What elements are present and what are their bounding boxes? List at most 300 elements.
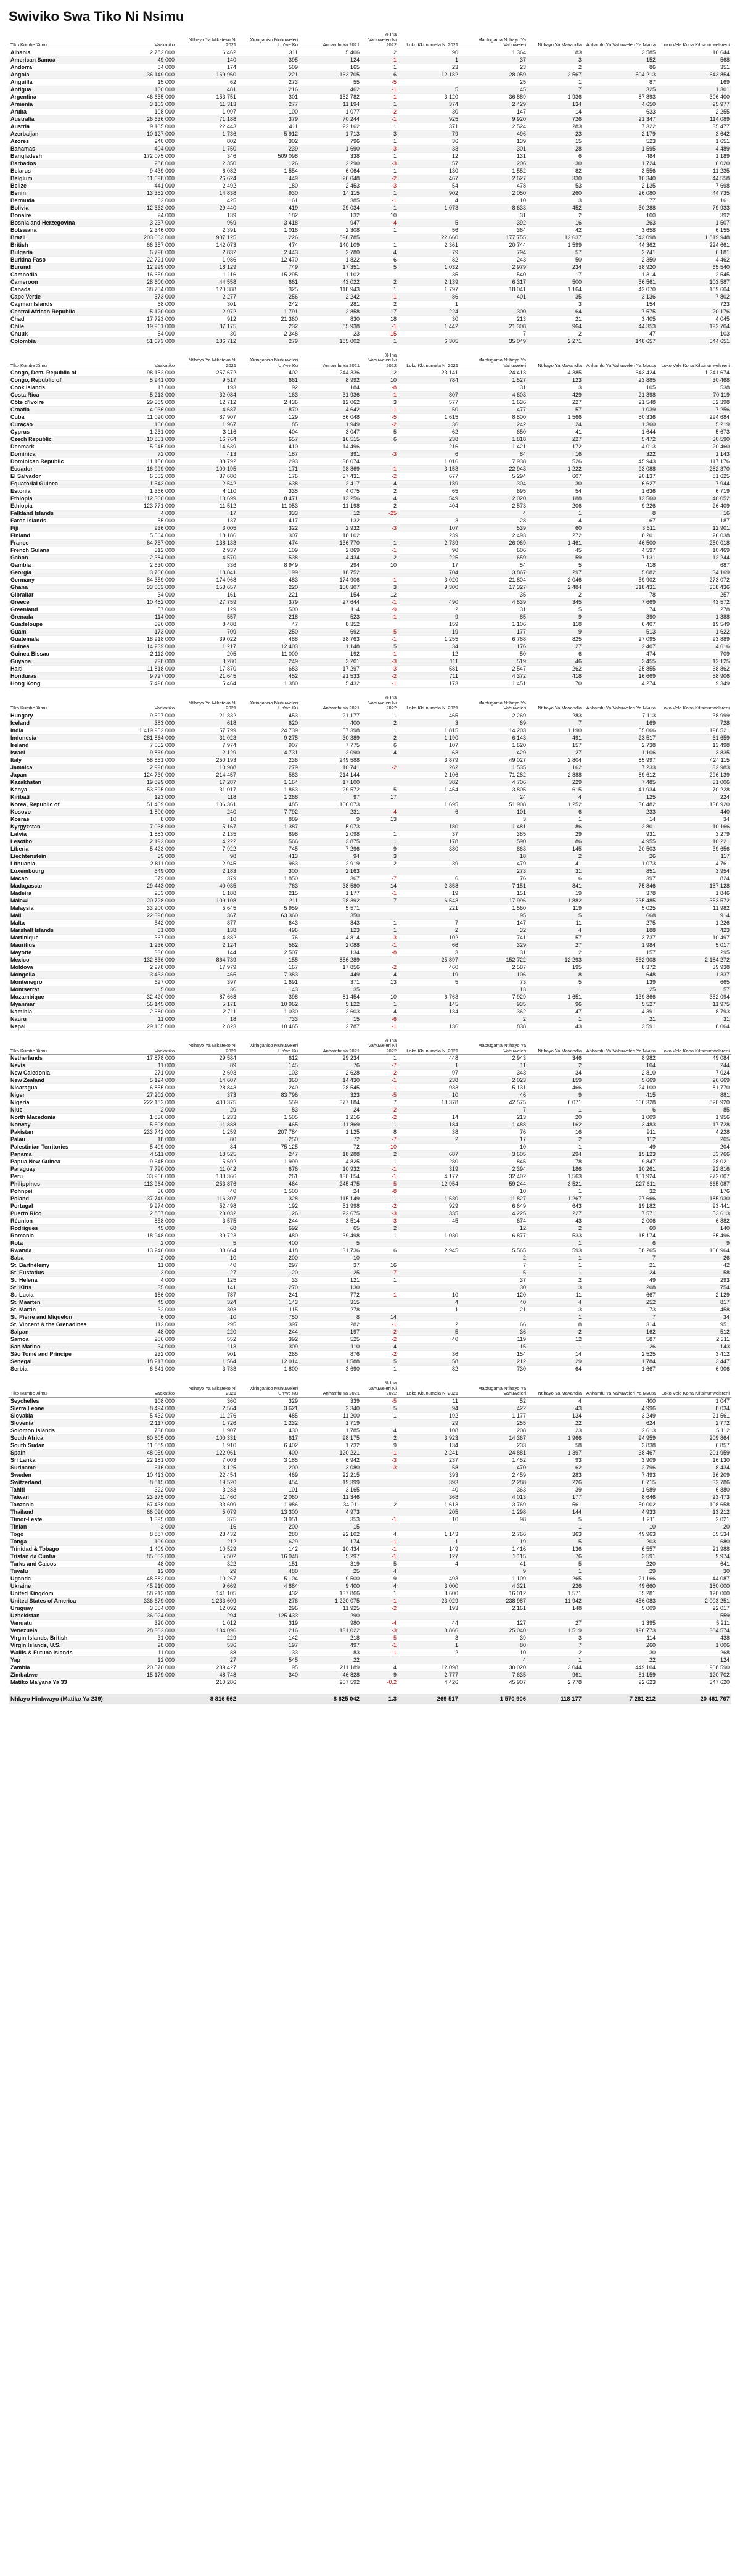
cell-peak-publishers: 303 [176,1307,238,1314]
table-row [9,1634,731,1641]
cell-baptized: 54 [398,182,460,189]
column-header-bible-studies: Anhamfu Ya Vahuweleri Ya Mvuta [583,353,657,369]
cell-pioneers: 54 [460,562,528,569]
cell-percent-increase: 2 [361,1151,398,1158]
table-row [9,1210,731,1218]
cell-average-publishers: 29 034 [300,204,361,212]
cell-territory-name: Luxembourg [9,867,115,875]
table-row [9,1247,731,1255]
cell-memorial-attendance: 665 [657,978,731,986]
cell-bible-studies: 2 613 [583,1427,657,1434]
cell-ratio: 221 [238,71,300,78]
table-row [9,1560,731,1567]
cell-territory-name: Belize [9,182,115,189]
cell-memorial-attendance: 12 125 [657,658,731,666]
cell-territory-name: Ireland [9,741,115,749]
cell-baptized: 1 454 [398,786,460,793]
column-header-average-publishers: Anhamfu Ya 2021 [300,1038,361,1055]
cell-peak-publishers: 346 [176,152,238,160]
cell-population: 58 213 000 [115,1590,176,1597]
cell-memorial-attendance: 4 616 [657,643,731,651]
cell-percent-increase: 3 [361,584,398,592]
table-row [9,1619,731,1627]
cell-congregations: 46 [528,658,583,666]
cell-percent-increase: -5 [361,414,398,421]
cell-peak-publishers: 557 [176,614,238,621]
cell-congregations: 3 521 [528,1181,583,1188]
cell-percent-increase: 1 [361,1412,398,1419]
column-header-baptized: Loko Kkunumela Ni 2021 [398,1038,460,1055]
cell-baptized [398,1277,460,1284]
cell-ratio: 1 691 [238,978,300,986]
cell-percent-increase: -2 [361,1336,398,1344]
cell-average-publishers: 3 201 [300,658,361,666]
cell-territory-name: Colombia [9,337,115,345]
cell-territory-name: Madeira [9,890,115,897]
cell-population: 4 000 [115,1277,176,1284]
cell-memorial-attendance: 124 [657,1656,731,1664]
cell-percent-increase: 2 [361,860,398,867]
cell-percent-increase: 1 [361,123,398,130]
cell-population: 29 389 000 [115,399,176,407]
cell-ratio: 4 731 [238,749,300,756]
cell-pioneers: 26 069 [460,540,528,547]
cell-congregations: 24 [528,421,583,429]
cell-memorial-attendance: 352 094 [657,993,731,1001]
cell-percent-increase: -1 [361,599,398,606]
cell-percent-increase: 2 [361,488,398,495]
cell-baptized: 173 [398,680,460,688]
cell-population: 396 000 [115,621,176,629]
cell-congregations: 195 [528,964,583,971]
cell-bible-studies: 55 281 [583,1590,657,1597]
table-row [9,1567,731,1575]
cell-baptized: 3 [398,518,460,525]
cell-percent-increase: -2 [361,1114,398,1121]
cell-population: 367 000 [115,934,176,941]
cell-pioneers: 1 452 [460,1456,528,1464]
cell-territory-name: Greece [9,599,115,606]
cell-baptized [398,384,460,392]
cell-population: 172 075 000 [115,152,176,160]
cell-baptized: 239 [398,532,460,540]
cell-population: 9 439 000 [115,167,176,175]
column-header-percent-increase: % Ina Vahuweleri Ni 2022 [361,353,398,369]
cell-baptized: 1 613 [398,1501,460,1508]
cell-memorial-attendance: 161 [657,197,731,204]
table-row [9,1656,731,1664]
cell-population: 33 063 000 [115,584,176,592]
cell-ratio: 328 [238,1195,300,1203]
cell-population: 5 564 000 [115,532,176,540]
cell-bible-studies: 6 557 [583,1545,657,1553]
cell-ratio: 692 [238,1225,300,1232]
cell-ratio: 143 [238,1299,300,1307]
cell-congregations: 526 [528,458,583,466]
cell-percent-increase: -1 [361,1321,398,1329]
cell-baptized: 4 [398,1299,460,1307]
cell-average-publishers: 21 177 [300,712,361,719]
cell-population: 11 090 000 [115,414,176,421]
cell-pioneers: 4 013 [460,1493,528,1501]
cell-bible-studies: 543 098 [583,234,657,241]
cell-bible-studies: 21 166 [583,1575,657,1582]
cell-territory-name: Georgia [9,569,115,577]
cell-peak-publishers: 2 391 [176,226,238,234]
cell-congregations: 134 [528,101,583,108]
cell-population: 3 433 000 [115,971,176,978]
cell-bible-studies: 1 211 [583,1516,657,1523]
cell-peak-publishers: 18 841 [176,569,238,577]
cell-baptized: 465 [398,712,460,719]
cell-percent-increase: 1 [361,927,398,934]
cell-territory-name: Nigeria [9,1099,115,1107]
cell-pioneers: 30 [460,1284,528,1292]
cell-ratio: 142 [238,1634,300,1641]
cell-memorial-attendance: 209 864 [657,1434,731,1442]
cell-territory-name: Cameroon [9,278,115,286]
cell-memorial-attendance: 10 497 [657,934,731,941]
cell-memorial-attendance: 32 786 [657,1479,731,1486]
cell-average-publishers: 12 [300,510,361,518]
cell-percent-increase: 10 [361,562,398,569]
table-row [9,756,731,764]
table-header-row [9,1038,731,1055]
table-row [9,540,731,547]
cell-average-publishers: 211 189 [300,1664,361,1671]
cell-average-publishers: 12 062 [300,399,361,407]
cell-peak-publishers: 1 259 [176,1129,238,1136]
cell-average-publishers: 14 115 [300,189,361,197]
cell-ratio: 218 [238,614,300,621]
cell-memorial-attendance: 817 [657,1299,731,1307]
cell-baptized: 5 [398,1329,460,1336]
cell-peak-publishers: 10 [176,815,238,823]
cell-territory-name: Grenada [9,614,115,621]
cell-congregations: 1 519 [528,1627,583,1634]
cell-peak-publishers: 1 188 [176,890,238,897]
cell-pioneers: 5 565 [460,1247,528,1255]
cell-memorial-attendance: 538 [657,384,731,392]
cell-congregations: 45 [528,547,583,555]
cell-peak-publishers: 27 [176,1269,238,1277]
cell-congregations: 1 651 [528,993,583,1001]
cell-population: 233 742 000 [115,1129,176,1136]
cell-territory-name: Papua New Guinea [9,1158,115,1166]
cell-baptized: 2 [398,606,460,614]
cell-congregations: 265 [528,1575,583,1582]
cell-pioneers: 25 [460,78,528,86]
cell-congregations: 11 [528,919,583,927]
cell-bible-studies: 7 [583,1255,657,1262]
cell-pioneers: 2 161 [460,1604,528,1612]
cell-pioneers: 10 [460,1649,528,1656]
table-row [9,160,731,167]
cell-percent-increase: 1 [361,101,398,108]
cell-memorial-attendance: 38 999 [657,712,731,719]
cell-bible-studies: 3 405 [583,315,657,323]
cell-ratio: 449 [238,175,300,182]
cell-baptized: 62 [398,429,460,436]
cell-percent-increase: -10 [361,1144,398,1151]
cell-pioneers: 477 [460,407,528,414]
cell-population: 4 036 000 [115,407,176,414]
cell-ratio: 538 [238,555,300,562]
cell-pioneers: 1 527 [460,377,528,384]
cell-territory-name: Antigua [9,86,115,93]
cell-congregations: 2 271 [528,337,583,345]
cell-territory-name: El Salvador [9,473,115,481]
cell-peak-publishers: 100 195 [176,466,238,473]
cell-congregations: 964 [528,323,583,330]
cell-population: 2 811 000 [115,860,176,867]
cell-bible-studies: 5 527 [583,1001,657,1008]
cell-territory-name: Rodrigues [9,1225,115,1232]
cell-population: 2 782 000 [115,49,176,56]
cell-percent-increase: 9 [361,845,398,852]
cell-ratio: 1 232 [238,1419,300,1427]
cell-congregations: 78 [528,1158,583,1166]
column-header-baptized: Loko Kkunumela Ni 2021 [398,695,460,712]
cell-baptized: 17 [398,562,460,569]
cell-memorial-attendance: 273 072 [657,577,731,584]
cell-peak-publishers: 14 607 [176,1077,238,1084]
cell-peak-publishers: 1 907 [176,1427,238,1434]
table-row [9,1486,731,1493]
cell-memorial-attendance: 544 651 [657,337,731,345]
cell-memorial-attendance: 157 128 [657,882,731,890]
cell-peak-publishers: 367 [176,912,238,919]
cell-ratio: 199 [238,569,300,577]
cell-population: 936 000 [115,525,176,532]
cell-bible-studies: 196 773 [583,1627,657,1634]
table-row [9,293,731,300]
cell-peak-publishers: 153 657 [176,584,238,592]
cell-average-publishers: 207 592 [300,1678,361,1686]
table-row [9,786,731,793]
cell-population: 798 000 [115,658,176,666]
cell-peak-publishers: 2 972 [176,308,238,315]
cell-average-publishers: 124 [300,56,361,64]
cell-territory-name: Guinea [9,643,115,651]
cell-average-publishers: 55 [300,78,361,86]
cell-pioneers: 42 575 [460,1099,528,1107]
cell-baptized: 40 [398,1336,460,1344]
cell-congregations: 41 [528,429,583,436]
cell-peak-publishers: 36 [176,986,238,993]
cell-pioneers: 9 920 [460,115,528,123]
cell-bible-studies: 1 314 [583,271,657,278]
cell-ratio: 247 [238,1151,300,1158]
cell-congregations: 262 [528,666,583,673]
cell-bible-studies: 4 996 [583,1405,657,1412]
cell-population: 23 375 000 [115,1493,176,1501]
cell-territory-name: Poland [9,1195,115,1203]
cell-ratio: 100 [238,108,300,115]
cell-average-publishers: 11 200 [300,1412,361,1419]
cell-memorial-attendance: 306 400 [657,93,731,101]
cell-territory-name: Turks and Caicos [9,1560,115,1567]
cell-peak-publishers: 10 [176,1255,238,1262]
cell-percent-increase: -3 [361,1218,398,1225]
cell-bible-studies: 93 088 [583,466,657,473]
table-row [9,286,731,293]
cell-ratio: 2 060 [238,1493,300,1501]
cell-pioneers: 6 317 [460,278,528,286]
table-row [9,1493,731,1501]
cell-ratio: 2 348 [238,330,300,337]
cell-baptized: 56 [398,226,460,234]
table-row [9,1575,731,1582]
cell-bible-studies: 208 [583,1284,657,1292]
cell-ratio: 360 [238,1077,300,1084]
cell-percent-increase: -1 [361,392,398,399]
cell-bible-studies: 26 080 [583,189,657,197]
cell-percent-increase [361,1255,398,1262]
cell-congregations: 283 [528,123,583,130]
cell-baptized: 216 [398,444,460,451]
cell-pioneers: 8 800 [460,414,528,421]
cell-baptized: 460 [398,964,460,971]
cell-population: 45 000 [115,1225,176,1232]
cell-average-publishers: 2 417 [300,481,361,488]
grand-total-congregations: 118 177 [561,1695,582,1703]
column-header-bible-studies: Anhamfu Ya Vahuweleri Ya Mvuta [583,32,657,49]
cell-congregations: 136 [528,1545,583,1553]
cell-population: 4 511 000 [115,1151,176,1158]
cell-baptized: 90 [398,49,460,56]
cell-percent-increase: 1 [361,337,398,345]
cell-average-publishers: 5 571 [300,904,361,912]
cell-territory-name: New Caledonia [9,1070,115,1077]
cell-pioneers: 95 [460,912,528,919]
cell-baptized: 11 [398,1397,460,1405]
cell-memorial-attendance: 39 656 [657,845,731,852]
cell-memorial-attendance: 31 006 [657,778,731,786]
cell-territory-name: Guatemala [9,636,115,643]
cell-percent-increase [361,1493,398,1501]
cell-ratio: 398 [238,993,300,1001]
table-row [9,1166,731,1173]
cell-memorial-attendance: 6 880 [657,1486,731,1493]
table-row [9,1203,731,1210]
cell-congregations: 6 [528,875,583,882]
cell-territory-name: Indonesia [9,734,115,741]
cell-peak-publishers: 7 003 [176,1456,238,1464]
cell-percent-increase [361,1612,398,1619]
cell-territory-name: Philippines [9,1181,115,1188]
cell-average-publishers: 3 080 [300,1464,361,1471]
cell-memorial-attendance: 4 045 [657,315,731,323]
cell-ratio: 559 [238,1099,300,1107]
cell-bible-studies: 1 395 [583,1619,657,1627]
cell-population: 13 246 000 [115,1247,176,1255]
cell-baptized: 2 241 [398,1449,460,1456]
cell-ratio: 10 962 [238,1001,300,1008]
cell-territory-name: Tinian [9,1523,115,1530]
table-row [9,138,731,145]
cell-population: 35 000 [115,1284,176,1292]
cell-memorial-attendance: 85 [657,1107,731,1114]
cell-average-publishers: 114 [300,606,361,614]
cell-congregations: 39 [528,1486,583,1493]
cell-pioneers: 233 [460,1442,528,1449]
table-row [9,1107,731,1114]
cell-baptized: 448 [398,1055,460,1062]
cell-baptized: 134 [398,1008,460,1015]
cell-population: 22 181 000 [115,1456,176,1464]
cell-memorial-attendance: 11 982 [657,904,731,912]
cell-population: 15 179 000 [115,1671,176,1678]
cell-bible-studies: 390 [583,614,657,621]
cell-memorial-attendance: 423 [657,927,731,934]
cell-average-publishers: 2 088 [300,941,361,949]
cell-congregations: 6 071 [528,1099,583,1107]
cell-average-publishers: 2 290 [300,160,361,167]
cell-percent-increase: 17 [361,793,398,801]
cell-average-publishers: 13 256 [300,495,361,503]
cell-average-publishers: 22 162 [300,123,361,130]
cell-percent-increase: 5 [361,643,398,651]
cell-bible-studies: 322 [583,451,657,458]
table-row [9,1321,731,1329]
cell-baptized: 33 [398,145,460,152]
table-row [9,1405,731,1412]
cell-percent-increase: 1 [361,241,398,249]
cell-peak-publishers: 465 [176,971,238,978]
cell-congregations: 57 [528,407,583,414]
table-row [9,399,731,407]
cell-ratio: 413 [238,852,300,860]
cell-percent-increase: -5 [361,1397,398,1405]
column-header-population: Vaakatiko [115,32,176,49]
cell-ratio [238,1678,300,1686]
cell-territory-name: Fiji [9,525,115,532]
cell-memorial-attendance: 2 255 [657,108,731,115]
cell-territory-name: Uruguay [9,1604,115,1612]
cell-average-publishers: 34 011 [300,1501,361,1508]
cell-percent-increase: -1 [361,890,398,897]
cell-percent-increase: -2 [361,964,398,971]
table-row [9,1523,731,1530]
table-row [9,949,731,956]
cell-average-publishers: 15 [300,1523,361,1530]
cell-bible-studies: 7 485 [583,778,657,786]
cell-ratio: 83 [238,1107,300,1114]
cell-congregations: 9 [528,1092,583,1099]
table-row [9,621,731,629]
cell-percent-increase [361,986,398,993]
cell-peak-publishers: 144 [176,949,238,956]
cell-peak-publishers: 3 116 [176,429,238,436]
cell-pioneers: 10 [460,197,528,204]
cell-baptized: 90 [398,547,460,555]
cell-pioneers: 17 [460,1136,528,1144]
cell-population: 132 836 000 [115,956,176,964]
table-row [9,1545,731,1553]
cell-peak-publishers: 29 440 [176,204,238,212]
grand-total-row [9,1694,731,1704]
cell-congregations: 157 [528,741,583,749]
cell-baptized: 3 120 [398,93,460,101]
cell-baptized: 63 [398,749,460,756]
cell-pioneers: 2 524 [460,123,528,130]
cell-memorial-attendance: 143 [657,1344,731,1351]
cell-baptized: 159 [398,621,460,629]
cell-peak-publishers: 253 876 [176,1181,238,1188]
cell-percent-increase [361,756,398,764]
cell-territory-name: Rwanda [9,1247,115,1255]
